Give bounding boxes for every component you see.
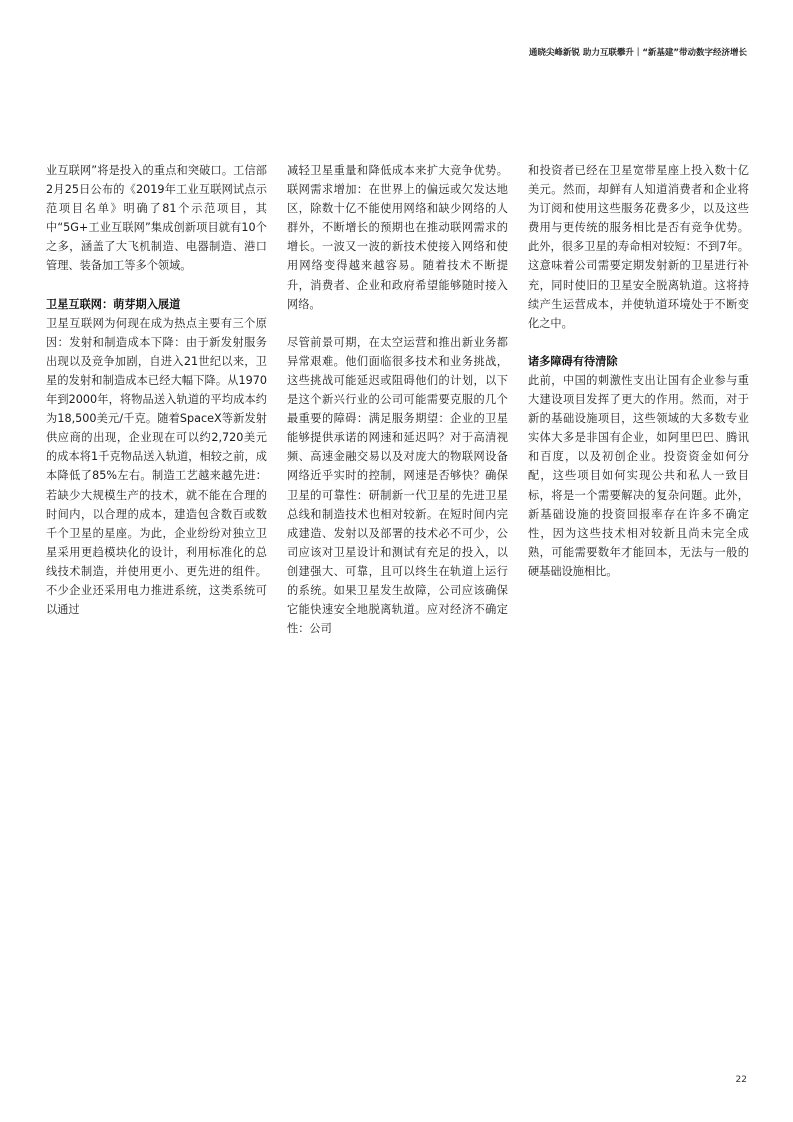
paragraph-spacer [528, 333, 749, 352]
paragraph: 尽管前景可期，在太空运营和推出新业务都异常艰难。他们面临很多技术和业务挑战，这些挑战可能延迟或阻碍他们的计划，以下是这个新兴行业的公司可能需要克服的几个最重要的障碍：满足服务期望：企业的卫星能够提供承诺的网速和延迟吗？对于高清视频、高速金融交易以及对庞大的物联网设备网络近乎实时的控制，网速是否够快？确保卫星的可靠性：研制新一代卫星的先进卫星总线和制造技术也相对较新。在短时间内完成建造、发射以及部署的技术必不可少，公司应该对卫星设计和测试有充足的投入，以创建强大、可靠，且可以终生在轨道上运行的系统。如果卫星发生故障，公司应该确保它能快速安全地脱离轨道。应对经济不确定性：公司 [287, 335, 508, 636]
paragraph-spacer [287, 314, 508, 333]
paragraph-spacer [46, 276, 267, 295]
page-number: 22 [735, 1075, 747, 1085]
paragraph: 和投资者已经在卫星宽带星座上投入数十亿美元。然而，却鲜有人知道消费者和企业将为订阅和使用这些服务花费多少，以及这些费用与更传统的服务相比是否有竞争优势。此外，很多卫星的寿命相对较短：不到7年。这意味着公司需要定期发射新的卫星进行补充，同时使旧的卫星安全脱离轨道。这将持续产生运营成本，并使轨道环境处于不断变化之中。 [528, 164, 749, 330]
paragraph: 卫星互联网为何现在成为热点主要有三个原因：发射和制造成本下降：由于新发射服务出现以及竞争加剧，自进入21世纪以来，卫星的发射和制造成本已经大幅下降。从1970年到2000年，将物品送入轨道的平均成本约为18,500美元/千克。随着SpaceX等新发射供应商的出现，企业现在可以约2,720美元的成本将1千克物品送入轨道，相较之前，成本降低了85%左右。制造工艺越来越先进：若缺少大规模生产的技术，就不能在合理的时间内，以合理的成本，建造包含数百或数千个卫星的星座。为此，企业纷纷对独立卫星采用更趋模块化的设计，利用标准化的总线技术制造，并使用更小、更先进的组件。不少企业还采用电力推进系统，这类系统可以通过 [46, 316, 267, 617]
paragraph: 业互联网”将是投入的重点和突破口。工信部2月25日公布的《2019年工业互联网试点示范项目名单》明确了81个示范项目，其中“5G+工业互联网”集成创新项目就有10个之多，涵盖了大飞机制造、电器制造、港口管理、装备加工等多个领域。 [46, 164, 267, 273]
section-heading-satellite-internet: 卫星互联网：萌芽期入展道 [46, 297, 181, 311]
section-heading-obstacles: 诸多障碍有待清除 [528, 354, 618, 368]
paragraph: 减轻卫星重量和降低成本来扩大竞争优势。联网需求增加：在世界上的偏远或欠发达地区，除数十亿不能使用网络和缺少网络的人群外，不断增长的预期也在推动联网需求的增长。一波又一波的新技术使接入网络和使用网络变得越来越容易。随着技术不断提升，消费者、企业和政府希望能够随时接入网络。 [287, 164, 508, 311]
running-header: 通晓尖峰新锐 助力互联攀升｜“新基建”带动数字经济增长 [528, 48, 747, 58]
text-column-3 [528, 161, 749, 581]
text-column-1 [46, 161, 267, 619]
paragraph: 此前，中国的刺激性支出让国有企业参与重大建设项目发挥了更大的作用。然而，对于新的基础设施项目，这些领域的大多数专业实体大多是非国有企业，如阿里巴巴、腾讯和百度，以及初创企业。投资资金如何分配，这些项目如何实现公共和私人一致目标，将是一个需要解决的复杂问题。此外，新基础设施的投资回报率存在许多不确定性，因为这些技术相对较新且尚未完全成熟，可能需要数年才能回本，无法与一般的硬基础设施相比。 [528, 373, 749, 578]
text-column-2 [287, 161, 508, 638]
